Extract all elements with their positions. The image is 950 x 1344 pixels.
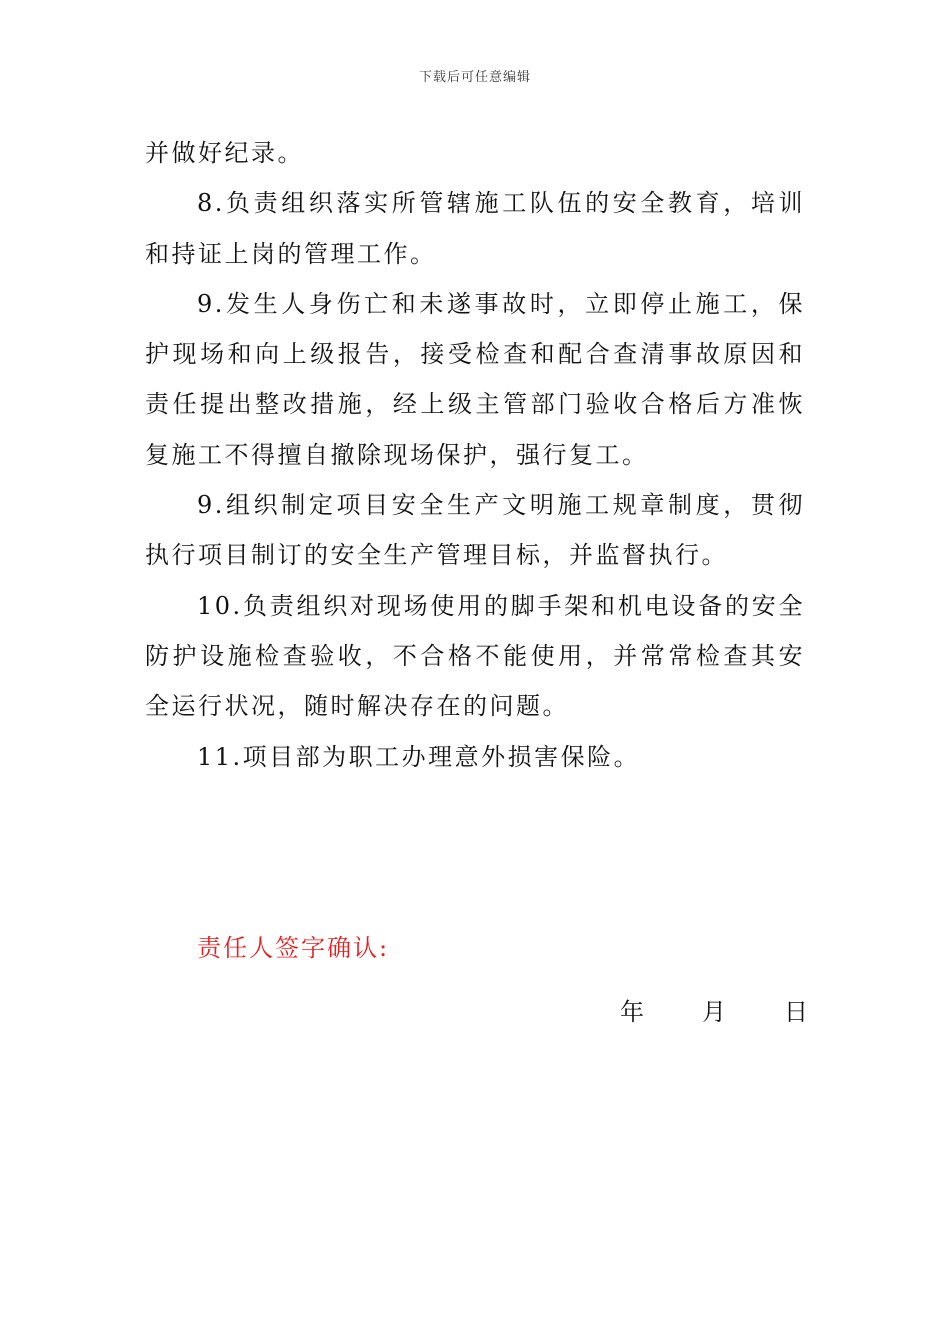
paragraph-item-10: 10.负责组织对现场使用的脚手架和机电设备的安全防护设施检查验收，不合格不能使用，并常常检查其安全运行状况，随时解决存在的问题。: [145, 591, 805, 721]
paragraph-item-8: 8.负责组织落实所管辖施工队伍的安全教育，培训和持证上岗的管理工作。: [145, 189, 805, 268]
paragraph-continuation: 并做好纪录。: [145, 139, 304, 167]
paragraph-item-9-accident: 9.发生人身伤亡和未遂事故时，立即停止施工，保护现场和向上级报告，接受检查和配合查清事故原因和责任提出整改措施，经上级主管部门验收合格后方准恢复施工不得擅自撤除现场保护，强行复工。: [145, 289, 805, 469]
paragraph-item-11: 11.项目部为职工办理意外损害保险。: [197, 742, 641, 771]
signature-label: 责任人签字确认:: [197, 934, 390, 962]
paragraph-item-9-rules: 9.组织制定项目安全生产文明施工规章制度，贯彻执行项目制订的安全生产管理目标，并监督执行。: [145, 491, 805, 570]
date-day-label: 日: [784, 998, 808, 1026]
document-body: [145, 128, 805, 782]
date-line: [620, 992, 808, 1027]
date-year-label: 年: [620, 998, 644, 1026]
page-header: 下载后可任意编辑: [418, 70, 531, 85]
date-month-label: 月: [702, 998, 726, 1026]
